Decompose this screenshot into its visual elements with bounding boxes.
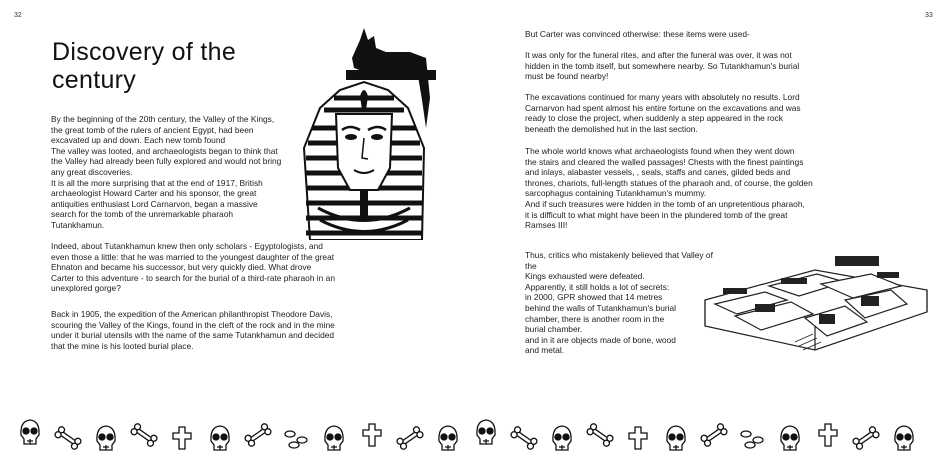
tomb-label-burial-chamber [835,256,879,266]
bone-icon [130,423,158,448]
text-line: Kings exhausted were defeated. [525,271,645,282]
skull-icon [781,426,799,450]
text-line: It is all the more surprising that at the end of 1917, British [51,177,263,188]
text-line: the Valley had already been fully explored and would not bring [51,156,282,167]
skull-icon [97,426,115,450]
text-line: any great discoveries. [51,166,133,177]
text-line: Apparently, it still holds a lot of secrets: [525,281,670,292]
text-line: The excavations continued for many years with absolutely no results. Lord [525,92,800,102]
skulls-and-bones-border [0,412,947,462]
text-line: behind the walls of Tutankhamun's burial [525,302,677,313]
text-line: Indeed, about Tutankhamun knew then only scholars - Egyptologists, and [51,241,323,251]
text-line: Back in 1905, the expedition of the American philanthropist Theodore Davis, [51,309,333,319]
text-line: and metal. [525,345,565,356]
left-page [0,0,473,462]
text-line: unexplored gorge? [51,283,121,294]
text-line: and inlays, alabaster vessels, , seals, staffs and canes, gilded beds and [525,167,791,178]
bone-icon [852,426,880,451]
text-line: Ehnaton and became his successor, but very quickly died. What drove [51,262,312,273]
text-line: ready to close the project, when suddenly a step appeared in the rock [525,113,783,124]
skull-icon [439,426,457,450]
skull-icon [553,426,571,450]
tomb-cutaway-illustration [695,242,933,370]
bone-icon [586,423,614,448]
paragraph-treasures [525,146,835,231]
text-line: It was only for the funeral rites, and after the funeral was over, it was not [525,50,792,60]
title-line-1: Discovery of the [52,38,237,66]
text-line: hidden in the tomb itself, but somewhere nearby. So Tutankhamun's burial [525,60,800,71]
page-number-right: 33 [925,12,933,19]
text-line: under it burial utensils with the name of the same Tutankhamun and decided [51,330,335,341]
text-line: Tutankhamun. [51,219,105,230]
cross-icon [363,424,381,446]
paragraph-intro [51,114,301,231]
paragraph-davis [51,309,351,351]
paragraph-carter [525,29,825,40]
text-line: But Carter was convinced otherwise: these items were used- [525,29,750,39]
text-line: chamber, there is another room in the [525,313,665,324]
text-line: Thus, critics who mistakenly believed that Valley of the [525,250,713,271]
text-line: scouring the Valley of the Kings, found in the cleft of the rock and in the mine [51,319,335,330]
text-line: search for the tomb of the unremarkable pharaoh [51,209,234,220]
text-line: and in it are objects made of bone, wood [525,334,676,345]
coins-icon [285,431,307,448]
right-page [473,0,947,462]
skull-icon [211,426,229,450]
text-line: that the mine is his looted burial place. [51,340,194,351]
skull-icon [477,420,495,444]
bone-icon [396,426,424,451]
bone-icon [54,426,82,451]
text-line: the great tomb of the rulers of ancient Egypt, had been [51,124,254,135]
cross-icon [173,427,191,449]
text-line: must be found nearby! [525,71,609,82]
skull-icon [325,426,343,450]
text-line: By the beginning of the 20th century, the Valley of the Kings, [51,114,275,124]
bone-icon [700,423,728,448]
text-line: Carnarvon had spent almost his entire fortune on the excavations and was [525,102,801,113]
paragraph-scholars [51,241,351,294]
paragraph-critics [525,250,715,356]
page-number-left: 32 [14,12,22,19]
title-line-2: century [52,66,137,94]
text-line: beneath the demolished hut in the last section. [525,123,698,134]
text-line: Carter to this adventure - to search for the burial of a third-rate pharaoh in an [51,272,335,283]
text-line: The valley was looted, and archaeologists began to think that [51,145,278,156]
text-line: sarcophagus containing Tutankhamun's mummy. [525,188,707,199]
text-line: The whole world knows what archaeologists found when they went down [525,146,795,156]
skull-icon [895,426,913,450]
text-line: even those a little: that he was married to the youngest daughter of the great [51,251,335,262]
text-line: the stairs and cleared the walled passages! Chests with the finest paintings [525,156,804,167]
bone-icon [510,426,538,451]
text-line: excavated up and down. Each new tomb found [51,135,226,146]
text-line: antiquities enthusiast Lord Carnarvon, began a massive [51,198,258,209]
cross-icon [629,427,647,449]
text-line: thrones, chariots, full-length statues of the pharaoh and, of course, the golden [525,177,813,188]
coins-icon [741,431,763,448]
text-line: burial chamber. [525,324,583,335]
skull-icon [667,426,685,450]
skull-icon [21,420,39,444]
paragraph-funeral [525,50,835,82]
cross-icon [819,424,837,446]
page-title [52,38,236,94]
text-line: it is difficult to what might have been in the plundered tomb of the great [525,209,788,220]
text-line: archaeologist Howard Carter and his sponsor, the great [51,188,257,199]
pharaoh-mask-illustration [290,18,438,240]
text-line: in 2000, GPR showed that 14 metres [525,292,663,303]
text-line: And if such treasures were hidden in the tomb of an unpretentious pharaoh, [525,198,805,209]
paragraph-excavations [525,92,835,134]
text-line: Ramses III! [525,220,568,231]
bone-icon [244,423,272,448]
